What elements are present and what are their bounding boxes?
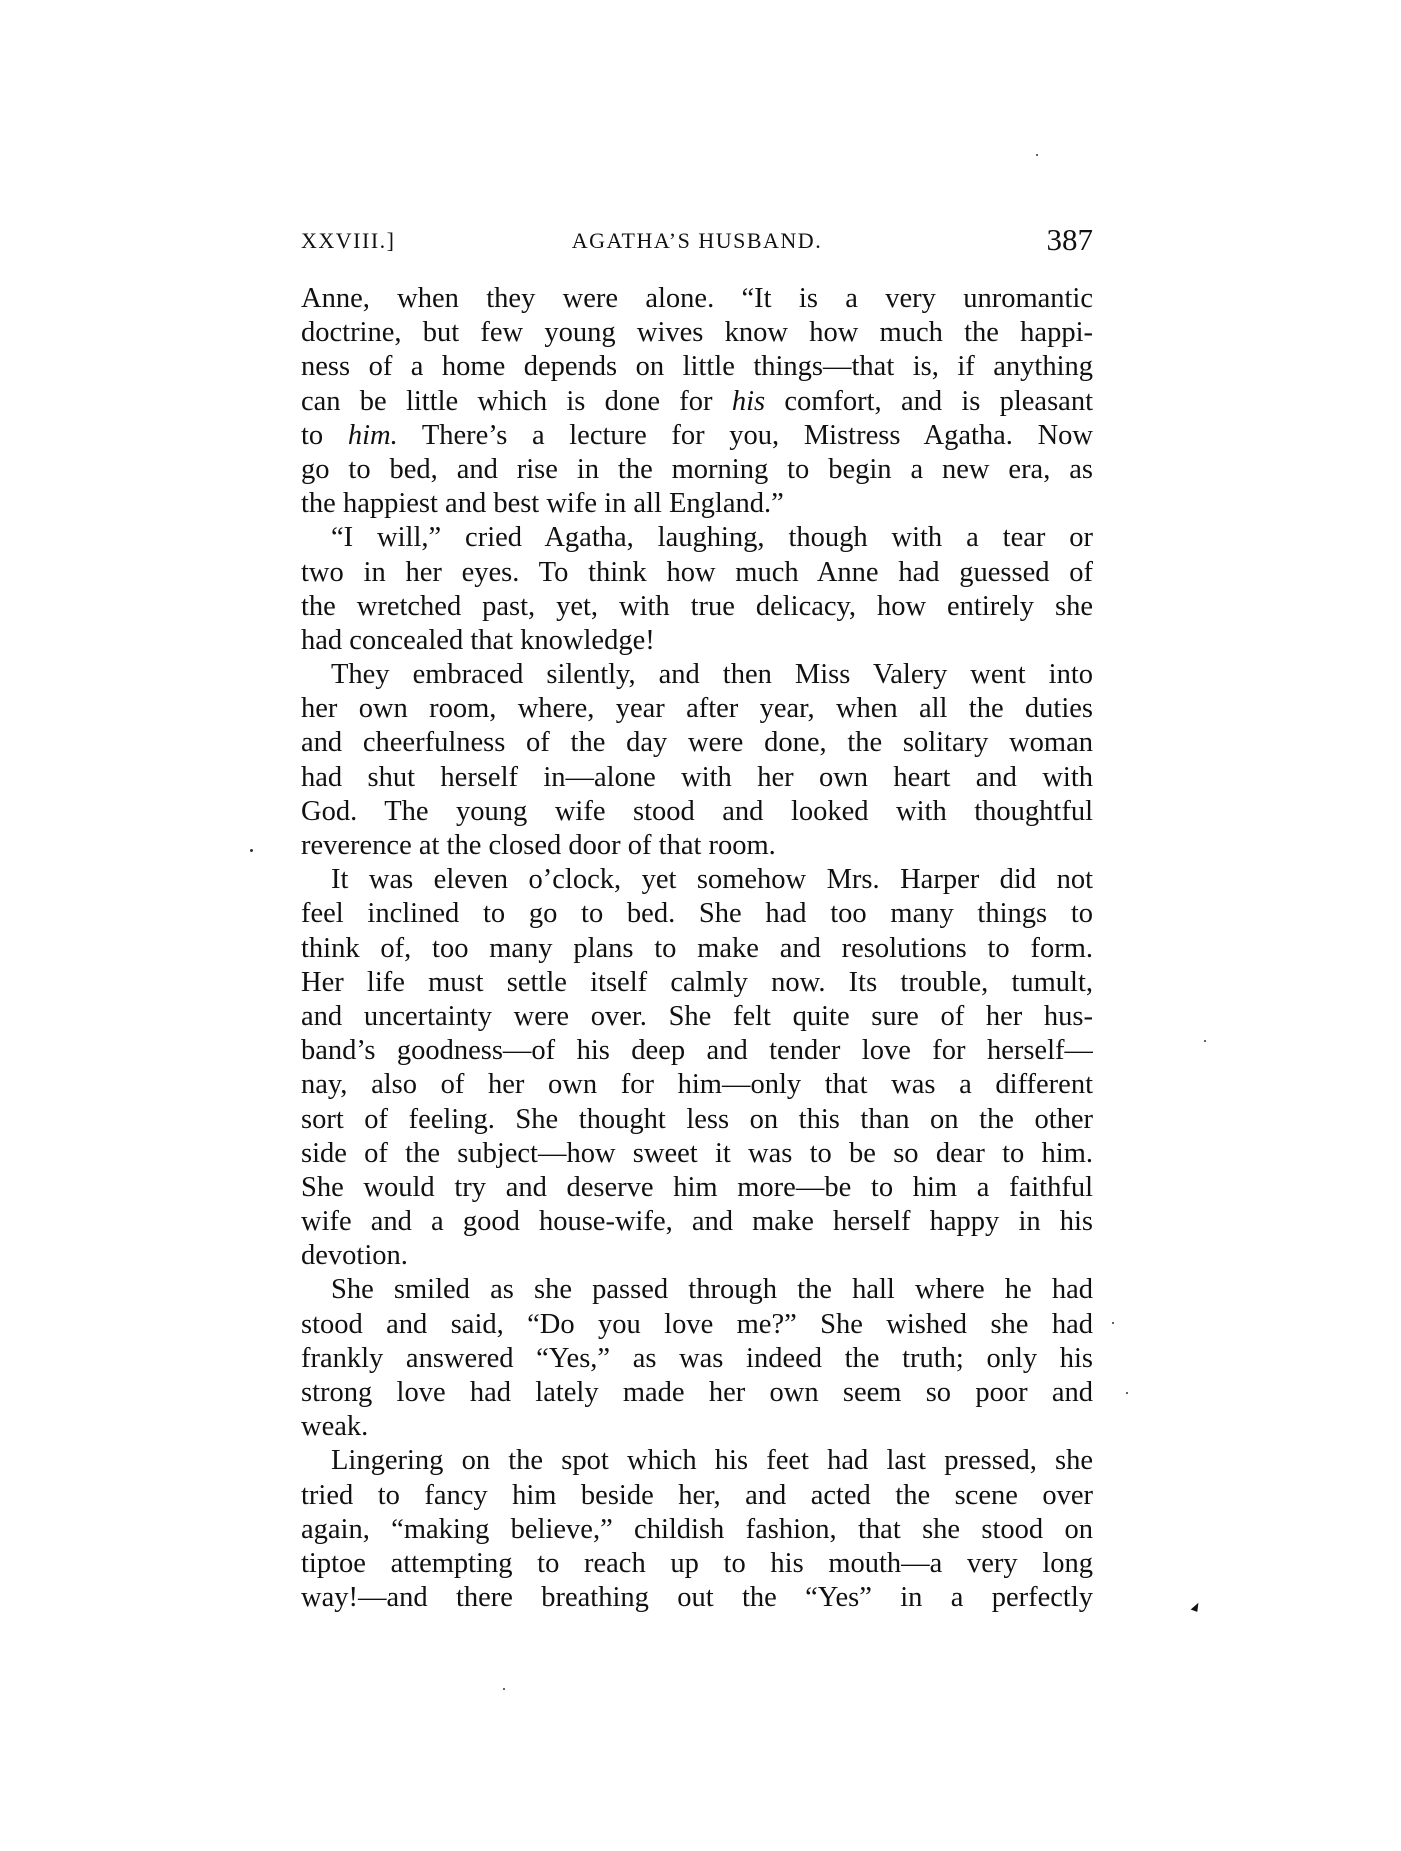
text-line: Her life must settle itself calmly now. Its trouble, tumult, (301, 966, 1093, 998)
paragraph (301, 658, 1093, 863)
scan-mark (1191, 1601, 1201, 1612)
text-line: wife and a good house-wife, and make herself happy in his (301, 1206, 1093, 1238)
text-line: had concealed that knowledge! (301, 624, 655, 656)
text-segment: There’s a lecture for you, Mistress Agatha. Now (397, 419, 1093, 451)
text-line: ness of a home depends on little things—that is, if anything (301, 351, 1093, 383)
text-line: “I will,” cried Agatha, laughing, though with a tear or (331, 522, 1093, 554)
text-line: go to bed, and rise in the morning to begin a new era, as (301, 453, 1093, 485)
paragraph (301, 863, 1093, 1273)
text-line: nay, also of her own for him—only that was a different (301, 1069, 1093, 1101)
text-line: doctrine, but few young wives know how much the happi- (301, 317, 1093, 349)
text-line: She would try and deserve him more—be to him a faithful (301, 1171, 1093, 1203)
text-segment: comfort, and is pleasant (765, 385, 1093, 417)
page-body (301, 282, 1093, 1615)
text-line: tiptoe attempting to reach up to his mouth—a very long (301, 1547, 1093, 1579)
text-segment: can be little which is done for (301, 385, 732, 417)
scan-speck (1126, 1392, 1128, 1394)
text-line: weak. (301, 1411, 369, 1443)
text-line: and cheerfulness of the day were done, the solitary woman (301, 727, 1093, 759)
text-line: two in her eyes. To think how much Anne had guessed of (301, 556, 1093, 588)
text-line: her own room, where, year after year, when all the duties (301, 693, 1093, 725)
text-line: the happiest and best wife in all England.” (301, 488, 784, 520)
text-line: Anne, when they were alone. “It is a very unromantic (301, 283, 1093, 314)
text-line: band’s goodness—of his deep and tender love for herself— (301, 1035, 1093, 1067)
paragraph (301, 1273, 1093, 1444)
text-line: frankly answered “Yes,” as was indeed the truth; only his (301, 1342, 1093, 1374)
italic-text: him. (347, 419, 398, 451)
scan-speck (503, 1688, 505, 1690)
running-title: AGATHA’S HUSBAND. (571, 228, 823, 253)
text-line (301, 419, 1093, 453)
scan-speck (1112, 1322, 1114, 1324)
text-line: She smiled as she passed through the hall where he had (331, 1274, 1093, 1306)
text-line: God. The young wife stood and looked with thoughtful (301, 795, 1093, 827)
chapter-number: XXVIII.] (301, 228, 396, 253)
italic-text: his (731, 385, 766, 417)
text-line: devotion. (301, 1240, 408, 1272)
paragraph (301, 282, 1093, 521)
text-segment: to (301, 419, 348, 451)
text-line: They embraced silently, and then Miss Valery went into (331, 659, 1093, 691)
scan-speck (1036, 154, 1038, 156)
paragraph (301, 1444, 1093, 1615)
text-line: had shut herself in—alone with her own heart and with (301, 761, 1093, 793)
page-number: 387 (1046, 222, 1093, 257)
text-line: sort of feeling. She thought less on this than on the other (301, 1103, 1093, 1135)
text-line: side of the subject—how sweet it was to be so dear to him. (301, 1137, 1093, 1169)
text-line: tried to fancy him beside her, and acted the scene over (301, 1479, 1093, 1511)
text-line: Lingering on the spot which his feet had last pressed, she (331, 1445, 1093, 1477)
scan-speck (1204, 1040, 1206, 1042)
text-line: way!—and there breathing out the “Yes” in a perfectly (301, 1582, 1093, 1614)
paragraph (301, 521, 1093, 658)
text-line (301, 385, 1093, 419)
text-line: and uncertainty were over. She felt quite sure of her hus- (301, 1000, 1093, 1032)
running-head (301, 222, 1093, 258)
text-line: feel inclined to go to bed. She had too many things to (301, 898, 1093, 930)
text-line: again, “making believe,” childish fashion, that she stood on (301, 1513, 1093, 1545)
text-line: think of, too many plans to make and resolutions to form. (301, 932, 1093, 964)
text-line: strong love had lately made her own seem so poor and (301, 1377, 1093, 1408)
text-line: It was eleven o’clock, yet somehow Mrs. Harper did not (331, 864, 1093, 896)
text-line: stood and said, “Do you love me?” She wished she had (301, 1308, 1093, 1340)
scan-speck (250, 849, 253, 852)
text-line: reverence at the closed door of that room. (301, 830, 776, 861)
text-line: the wretched past, yet, with true delicacy, how entirely she (301, 590, 1093, 622)
